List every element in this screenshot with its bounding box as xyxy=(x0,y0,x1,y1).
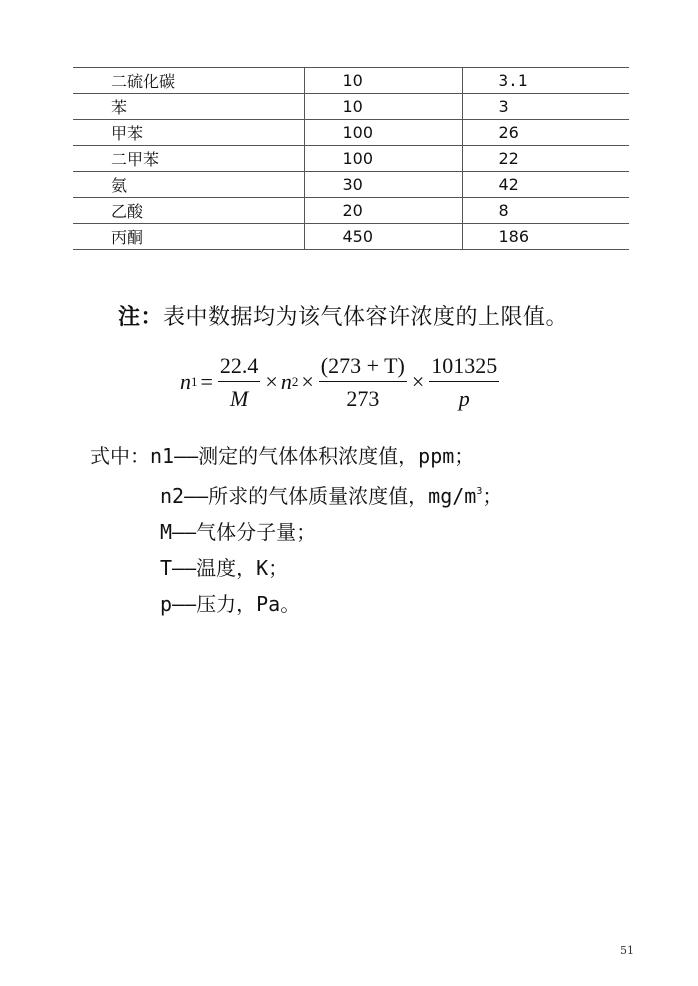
definition-n2-sup: 3 xyxy=(476,486,483,497)
formula-equals: = xyxy=(200,369,213,394)
table-cell-name: 二硫化碳 xyxy=(73,68,304,94)
table-cell-value-2: 8 xyxy=(462,198,629,224)
fraction-pressure xyxy=(429,353,499,412)
table-cell-value-1: 10 xyxy=(304,68,462,94)
gas-limit-table xyxy=(73,67,629,250)
fraction-2-denominator: 273 xyxy=(346,385,380,411)
definition-T: T——温度，K； xyxy=(160,556,289,580)
page-number: 51 xyxy=(620,944,634,957)
formula-times-1: × xyxy=(265,369,278,394)
table-cell-value-2: 42 xyxy=(462,172,629,198)
table-cell-name: 苯 xyxy=(73,94,304,120)
table-cell-value-2: 186 xyxy=(462,224,629,250)
definition-n2: n2——所求的气体质量浓度值，mg/m xyxy=(160,484,477,508)
formula-n2: n xyxy=(280,369,292,394)
table-cell-value-2: 3 xyxy=(462,94,629,120)
definition-n2-row xyxy=(90,474,502,514)
table-cell-value-1: 10 xyxy=(304,94,462,120)
definition-p: p——压力，Pa。 xyxy=(160,592,301,616)
table-row xyxy=(73,198,629,224)
table-cell-name: 二甲苯 xyxy=(73,146,304,172)
fraction-1-numerator: 22.4 xyxy=(218,353,261,382)
definitions-intro: 式中： xyxy=(90,444,150,468)
table-note xyxy=(118,300,568,331)
formula-lhs: n xyxy=(180,369,191,394)
table-cell-value-2: 3.1 xyxy=(462,68,629,94)
table-cell-value-1: 100 xyxy=(304,146,462,172)
definition-n2-end: ； xyxy=(482,484,503,508)
table-cell-value-1: 450 xyxy=(304,224,462,250)
table-row xyxy=(73,146,629,172)
table-cell-value-2: 22 xyxy=(462,146,629,172)
table-cell-value-1: 100 xyxy=(304,120,462,146)
definition-M: M——气体分子量； xyxy=(160,520,317,544)
note-label: 注： xyxy=(118,305,164,330)
fraction-3-numerator: 101325 xyxy=(429,353,499,382)
table-cell-name: 氨 xyxy=(73,172,304,198)
fraction-3-denominator: p xyxy=(458,385,470,411)
table-cell-value-2: 26 xyxy=(462,120,629,146)
formula-times-3: × xyxy=(411,369,425,394)
fraction-temperature xyxy=(319,353,407,412)
table-row xyxy=(73,120,629,146)
table-cell-name: 丙酮 xyxy=(73,224,304,250)
formula-lhs-sub: 1 xyxy=(191,374,198,389)
table-row xyxy=(73,172,629,198)
fraction-2-numerator: (273 + T) xyxy=(319,353,407,382)
table-cell-value-1: 20 xyxy=(304,198,462,224)
variable-definitions xyxy=(90,438,502,622)
table-row xyxy=(73,224,629,250)
formula-n2-sub: 2 xyxy=(291,374,299,389)
table-body xyxy=(73,68,629,250)
table-cell-value-1: 30 xyxy=(304,172,462,198)
conversion-formula xyxy=(180,352,501,412)
table-cell-name: 甲苯 xyxy=(73,120,304,146)
formula-times-2: × xyxy=(301,369,314,394)
definition-n1: n1——测定的气体体积浓度值，ppm； xyxy=(150,444,475,468)
definition-n1-row xyxy=(90,438,502,474)
table-row xyxy=(73,94,629,120)
table-cell-name: 乙酸 xyxy=(73,198,304,224)
note-text: 表中数据均为该气体容许浓度的上限值。 xyxy=(163,305,569,330)
table-row xyxy=(73,68,629,94)
fraction-1-denominator: M xyxy=(230,385,249,411)
fraction-molar-volume xyxy=(218,353,261,412)
